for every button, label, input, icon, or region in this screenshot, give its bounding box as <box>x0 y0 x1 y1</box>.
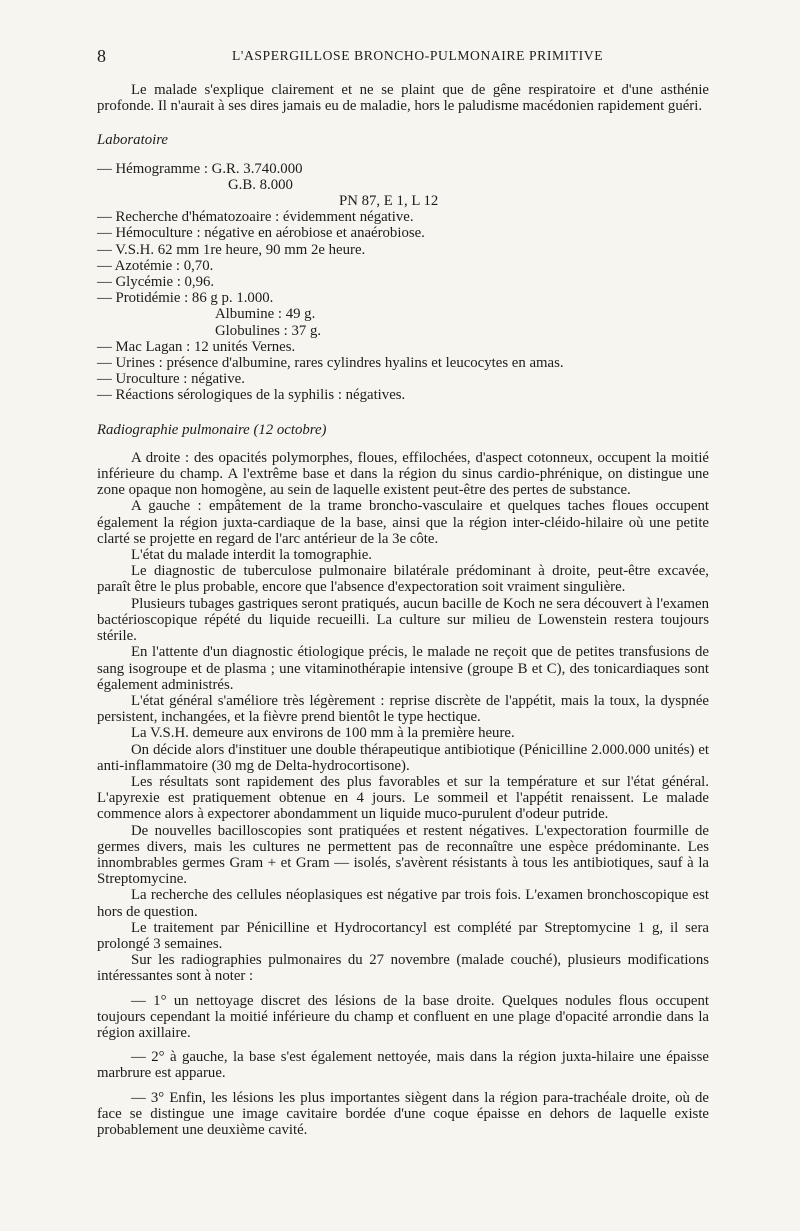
spacer <box>97 1041 709 1049</box>
lab-line: Globulines : 37 g. <box>215 322 322 339</box>
intro-paragraph: Le malade s'explique clairement et ne se plaint que de gêne respiratoire et d'une asthénie profonde. Il n'aurait à ses dires jamais eu de maladie, hors le paludisme macédonien rapidement guéri. <box>97 82 709 115</box>
body-paragraph: L'état général s'améliore très légèrement : reprise discrète de l'appétit, mais la toux, la dyspnée persistent, inchangées, et la fièvre prend bientôt le type hectique. <box>97 692 709 726</box>
lab-line: — Réactions sérologiques de la syphilis : négatives. <box>97 387 406 404</box>
page-number: 8 <box>97 46 106 66</box>
body-paragraph: De nouvelles bacilloscopies sont pratiquées et restent négatives. L'expectoration fourmille de germes divers, mais les cultures ne permettent pas de reconnaître une espèce prédominante. Les innombrables germes Gram + et Gram — isolés, s'avèrent résistants à tous les antibiotiques, sauf à la Streptomycine. <box>97 822 709 888</box>
lab-line: — Mac Lagan : 12 unités Vernes. <box>97 338 296 355</box>
body-paragraph: A droite : des opacités polymorphes, floues, effilochées, d'aspect cotonneux, occupent la moitié inférieure du champ. A l'extrême base et dans la région du sinus cardio-phrénique, on distingue une zone opaque non homogène, au sein de laquelle existent peut-être des pertes de substance. <box>97 449 709 499</box>
spacer <box>97 1082 709 1090</box>
spacer <box>97 985 709 993</box>
body-paragraph: Le traitement par Pénicilline et Hydrocortancyl est complété par Streptomycine 1 g, il sera prolongé 3 semaines. <box>97 919 709 952</box>
running-title: L'ASPERGILLOSE BRONCHO-PULMONAIRE PRIMITIVE <box>232 48 604 63</box>
lab-line: — Azotémie : 0,70. <box>97 257 214 274</box>
lab-line: — Recherche d'hématozoaire : évidemment négative. <box>97 209 414 226</box>
lab-line: — Urines : présence d'albumine, rares cylindres hyalins et leucocytes en amas. <box>97 355 564 372</box>
lab-line: — Hémoculture : négative en aérobiose et anaérobiose. <box>97 225 425 242</box>
lab-line: — V.S.H. 62 mm 1re heure, 90 mm 2e heure. <box>97 241 366 258</box>
body-paragraph: Plusieurs tubages gastriques seront pratiqués, aucun bacille de Koch ne sera découvert à l'examen bactérioscopique répété du liquide recueilli. La culture sur milieu de Lowenstein restera toujours stérile. <box>97 595 709 645</box>
body-paragraph: On décide alors d'instituer une double thérapeutique antibiotique (Pénicilline 2.000.000 unités) et anti-inflammatoire (30 mg de Delta-hydrocortisone). <box>97 741 709 774</box>
lab-results-list <box>97 161 709 404</box>
body-paragraph: La V.S.H. demeure aux environs de 100 mm à la première heure. <box>131 725 515 742</box>
page-body <box>97 82 709 1138</box>
body-paragraph: A gauche : empâtement de la trame broncho-vasculaire et quelques taches floues occupent également la région juxta-cardiaque de la base, ainsi que la région inter-cléido-hilaire où une petite clarté se projette en regard de l'arc antérieur de la 3e côte. <box>97 498 709 547</box>
lab-line: — Protidémie : 86 g p. 1.000. <box>97 290 274 307</box>
page-header <box>97 46 709 70</box>
body-paragraph: L'état du malade interdit la tomographie. <box>131 547 372 564</box>
body-paragraph: Sur les radiographies pulmonaires du 27 novembre (malade couché), plusieurs modifications intéressantes sont à noter : <box>97 952 709 985</box>
radiographie-heading: Radiographie pulmonaire (12 octobre) <box>97 421 327 438</box>
body-paragraph: En l'attente d'un diagnostic étiologique précis, le malade ne reçoit que de petites transfusions de sang isogroupe et de plasma ; une vitaminothérapie intensive (groupe B et C), des tonicardiaques sont également administrés. <box>97 644 709 693</box>
list-paragraph: — 2° à gauche, la base s'est également nettoyée, mais dans la région juxta-hilaire une épaisse marbrure est apparue. <box>97 1049 709 1082</box>
lab-line: — Uroculture : négative. <box>97 371 245 388</box>
body-paragraph: Les résultats sont rapidement des plus favorables et sur la température et sur l'état général. L'apyrexie est pratiquement obtenue en 4 jours. Le sommeil et l'appétit renaissent. Le malade commence alors à expectorer abondamment un liquide muco-purulent d'odeur putride. <box>97 773 709 823</box>
list-paragraph: — 1° un nettoyage discret des lésions de la base droite. Quelques nodules flous occupent toujours cependant la moitié inférieure du champ et confluent en une plage d'opacité arrondie dans la région axillaire. <box>97 992 709 1041</box>
lab-line: G.B. 8.000 <box>228 176 293 193</box>
laboratoire-heading: Laboratoire <box>97 132 168 149</box>
body-paragraph: La recherche des cellules néoplasiques est négative par trois fois. L'examen bronchoscopique est hors de question. <box>97 887 709 920</box>
lab-line: PN 87, E 1, L 12 <box>339 193 439 210</box>
lab-line: — Hémogramme : G.R. 3.740.000 <box>97 160 303 177</box>
lab-line: — Glycémie : 0,96. <box>97 274 215 291</box>
body-paragraph: Le diagnostic de tuberculose pulmonaire bilatérale prédominant à droite, peut-être excavée, paraît être le plus probable, encore que l'absence d'expectoration soit vraiment singulière. <box>97 563 709 596</box>
lab-line: Albumine : 49 g. <box>215 306 316 323</box>
list-paragraph: — 3° Enfin, les lésions les plus importantes siègent dans la région para-trachéale droite, où de face se distingue une image cavitaire bordée d'une coque épaisse en dehors de laquelle existe probablement une deuxième cavité. <box>97 1089 709 1138</box>
